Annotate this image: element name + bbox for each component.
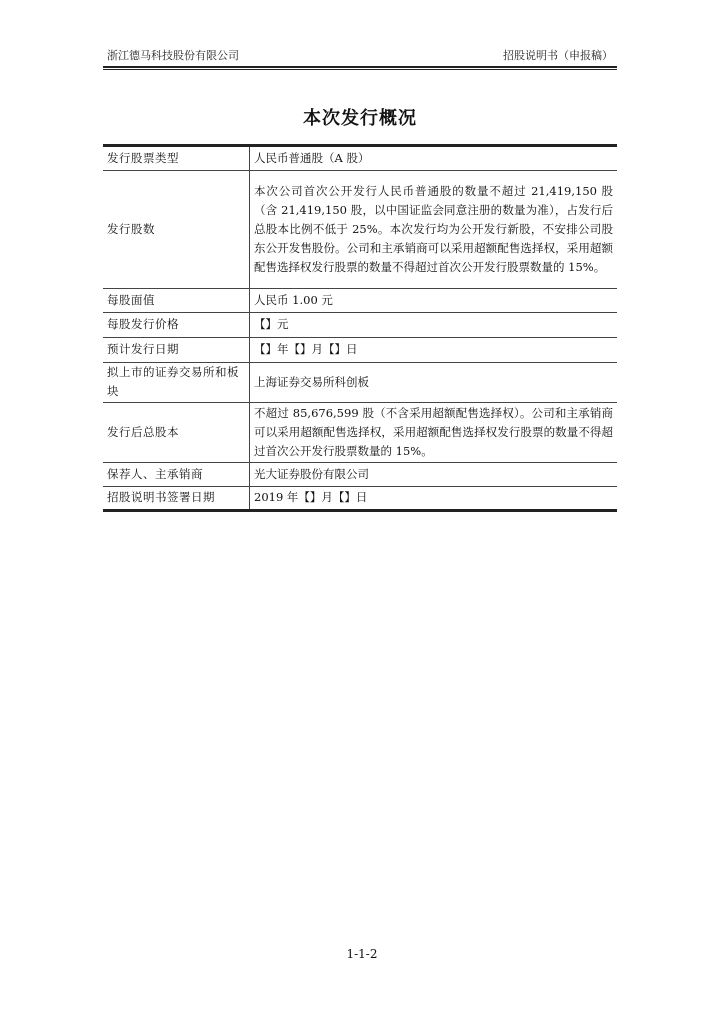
header-rule	[103, 66, 617, 68]
row-label: 保荐人、主承销商	[103, 462, 250, 486]
row-label: 发行股票类型	[103, 147, 250, 170]
row-label: 拟上市的证券交易所和板块	[103, 362, 250, 402]
page-number: 1-1-2	[346, 947, 378, 961]
row-label: 每股面值	[103, 288, 250, 312]
row-value: 【】年【】月【】日	[250, 337, 618, 362]
row-value: 光大证券股份有限公司	[250, 462, 618, 486]
row-value: 本次公司首次公开发行人民币普通股的数量不超过 21,419,150 股（含 21,419,150 股，以中国证监会同意注册的数量为准），占发行后总股本比例不低于 25%。本次发行均为公开发行新股，不安排公司股东公开发售股份。公司和主承销商可以采用超额配售选择权，采用超额配售选择权发行股票的数量不得超过首次公开发行股票数量的 15%。	[250, 170, 618, 288]
table-row	[103, 170, 617, 288]
row-label: 发行后总股本	[103, 402, 250, 462]
table-row	[103, 312, 617, 337]
offering-summary-table	[103, 147, 617, 509]
table-row	[103, 147, 617, 170]
row-value: 2019 年【】月【】日	[250, 486, 618, 509]
page-title: 本次发行概况	[303, 108, 417, 129]
table-row	[103, 486, 617, 509]
row-label: 预计发行日期	[103, 337, 250, 362]
row-label: 招股说明书签署日期	[103, 486, 250, 509]
row-value: 不超过 85,676,599 股（不含采用超额配售选择权）。公司和主承销商可以采用超额配售选择权，采用超额配售选择权发行股票的数量不得超过首次公开发行股票数量的 15%。	[250, 402, 618, 462]
table-row	[103, 462, 617, 486]
row-value: 【】元	[250, 312, 618, 337]
row-label: 发行股数	[103, 170, 250, 288]
table-row	[103, 402, 617, 462]
row-value: 上海证券交易所科创板	[250, 362, 618, 402]
table-row	[103, 288, 617, 312]
row-value: 人民币普通股（A 股）	[250, 147, 618, 170]
header-company: 浙江德马科技股份有限公司	[107, 49, 239, 62]
table-row	[103, 362, 617, 402]
row-label: 每股发行价格	[103, 312, 250, 337]
row-value: 人民币 1.00 元	[250, 288, 618, 312]
table-row	[103, 337, 617, 362]
header-rule-thin	[103, 69, 617, 70]
table-bottom-rule	[103, 509, 617, 512]
header-doc-type: 招股说明书（申报稿）	[503, 49, 613, 62]
